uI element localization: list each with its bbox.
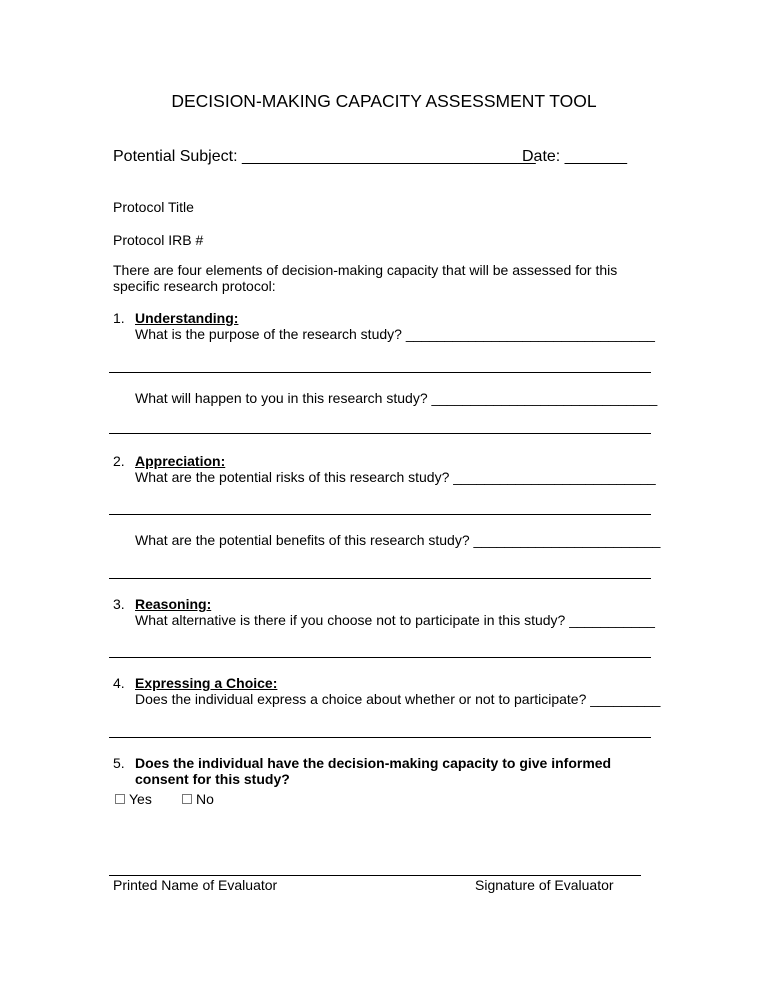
no-checkbox[interactable] (182, 794, 192, 804)
page-title: DECISION-MAKING CAPACITY ASSESSMENT TOOL (171, 91, 597, 111)
section-3-heading: Reasoning: (135, 596, 212, 612)
intro-line-1: There are four elements of decision-making capacity that will be assessed for this (113, 262, 618, 278)
signature-line[interactable] (109, 875, 641, 876)
section-5-question-line-2: consent for this study? (135, 771, 290, 787)
section-3-number: 3. (113, 596, 125, 612)
section-5-question-line-1: Does the individual have the decision-making capacity to give informed (135, 755, 612, 771)
signature-label: Signature of Evaluator (475, 877, 614, 893)
answer-line[interactable] (109, 657, 651, 658)
protocol-title-label: Protocol Title (113, 199, 194, 215)
section-3-question-1[interactable]: What alternative is there if you choose not to participate in this study? ___________ (135, 612, 655, 628)
section-4-number: 4. (113, 675, 125, 691)
section-2-question-2[interactable]: What are the potential benefits of this research study? ________________________ (135, 532, 661, 548)
printed-name-label: Printed Name of Evaluator (113, 877, 278, 893)
answer-line[interactable] (109, 578, 651, 579)
answer-line[interactable] (109, 737, 651, 738)
answer-line[interactable] (109, 372, 651, 373)
section-5-number: 5. (113, 755, 125, 771)
yes-checkbox[interactable] (115, 794, 125, 804)
potential-subject-field[interactable]: Potential Subject: _________________________________ (113, 148, 536, 165)
section-2-question-1[interactable]: What are the potential risks of this research study? __________________________ (135, 469, 656, 485)
section-2-heading: Appreciation: (135, 453, 226, 469)
answer-line[interactable] (109, 514, 651, 515)
intro-line-2: specific research protocol: (113, 278, 276, 294)
no-label[interactable]: No (196, 791, 214, 807)
protocol-irb-label: Protocol IRB # (113, 232, 204, 248)
answer-line[interactable] (109, 433, 651, 434)
section-1-heading: Understanding: (135, 310, 239, 326)
section-4-question-1[interactable]: Does the individual express a choice about whether or not to participate? _________ (135, 691, 661, 707)
date-field[interactable]: Date: _______ (522, 148, 627, 165)
section-1-question-2[interactable]: What will happen to you in this research study? _____________________________ (135, 390, 658, 406)
section-1-number: 1. (113, 310, 125, 326)
section-2-number: 2. (113, 453, 125, 469)
section-4-heading: Expressing a Choice: (135, 675, 278, 691)
yes-label[interactable]: Yes (129, 791, 152, 807)
section-1-question-1[interactable]: What is the purpose of the research study? ________________________________ (135, 326, 655, 342)
